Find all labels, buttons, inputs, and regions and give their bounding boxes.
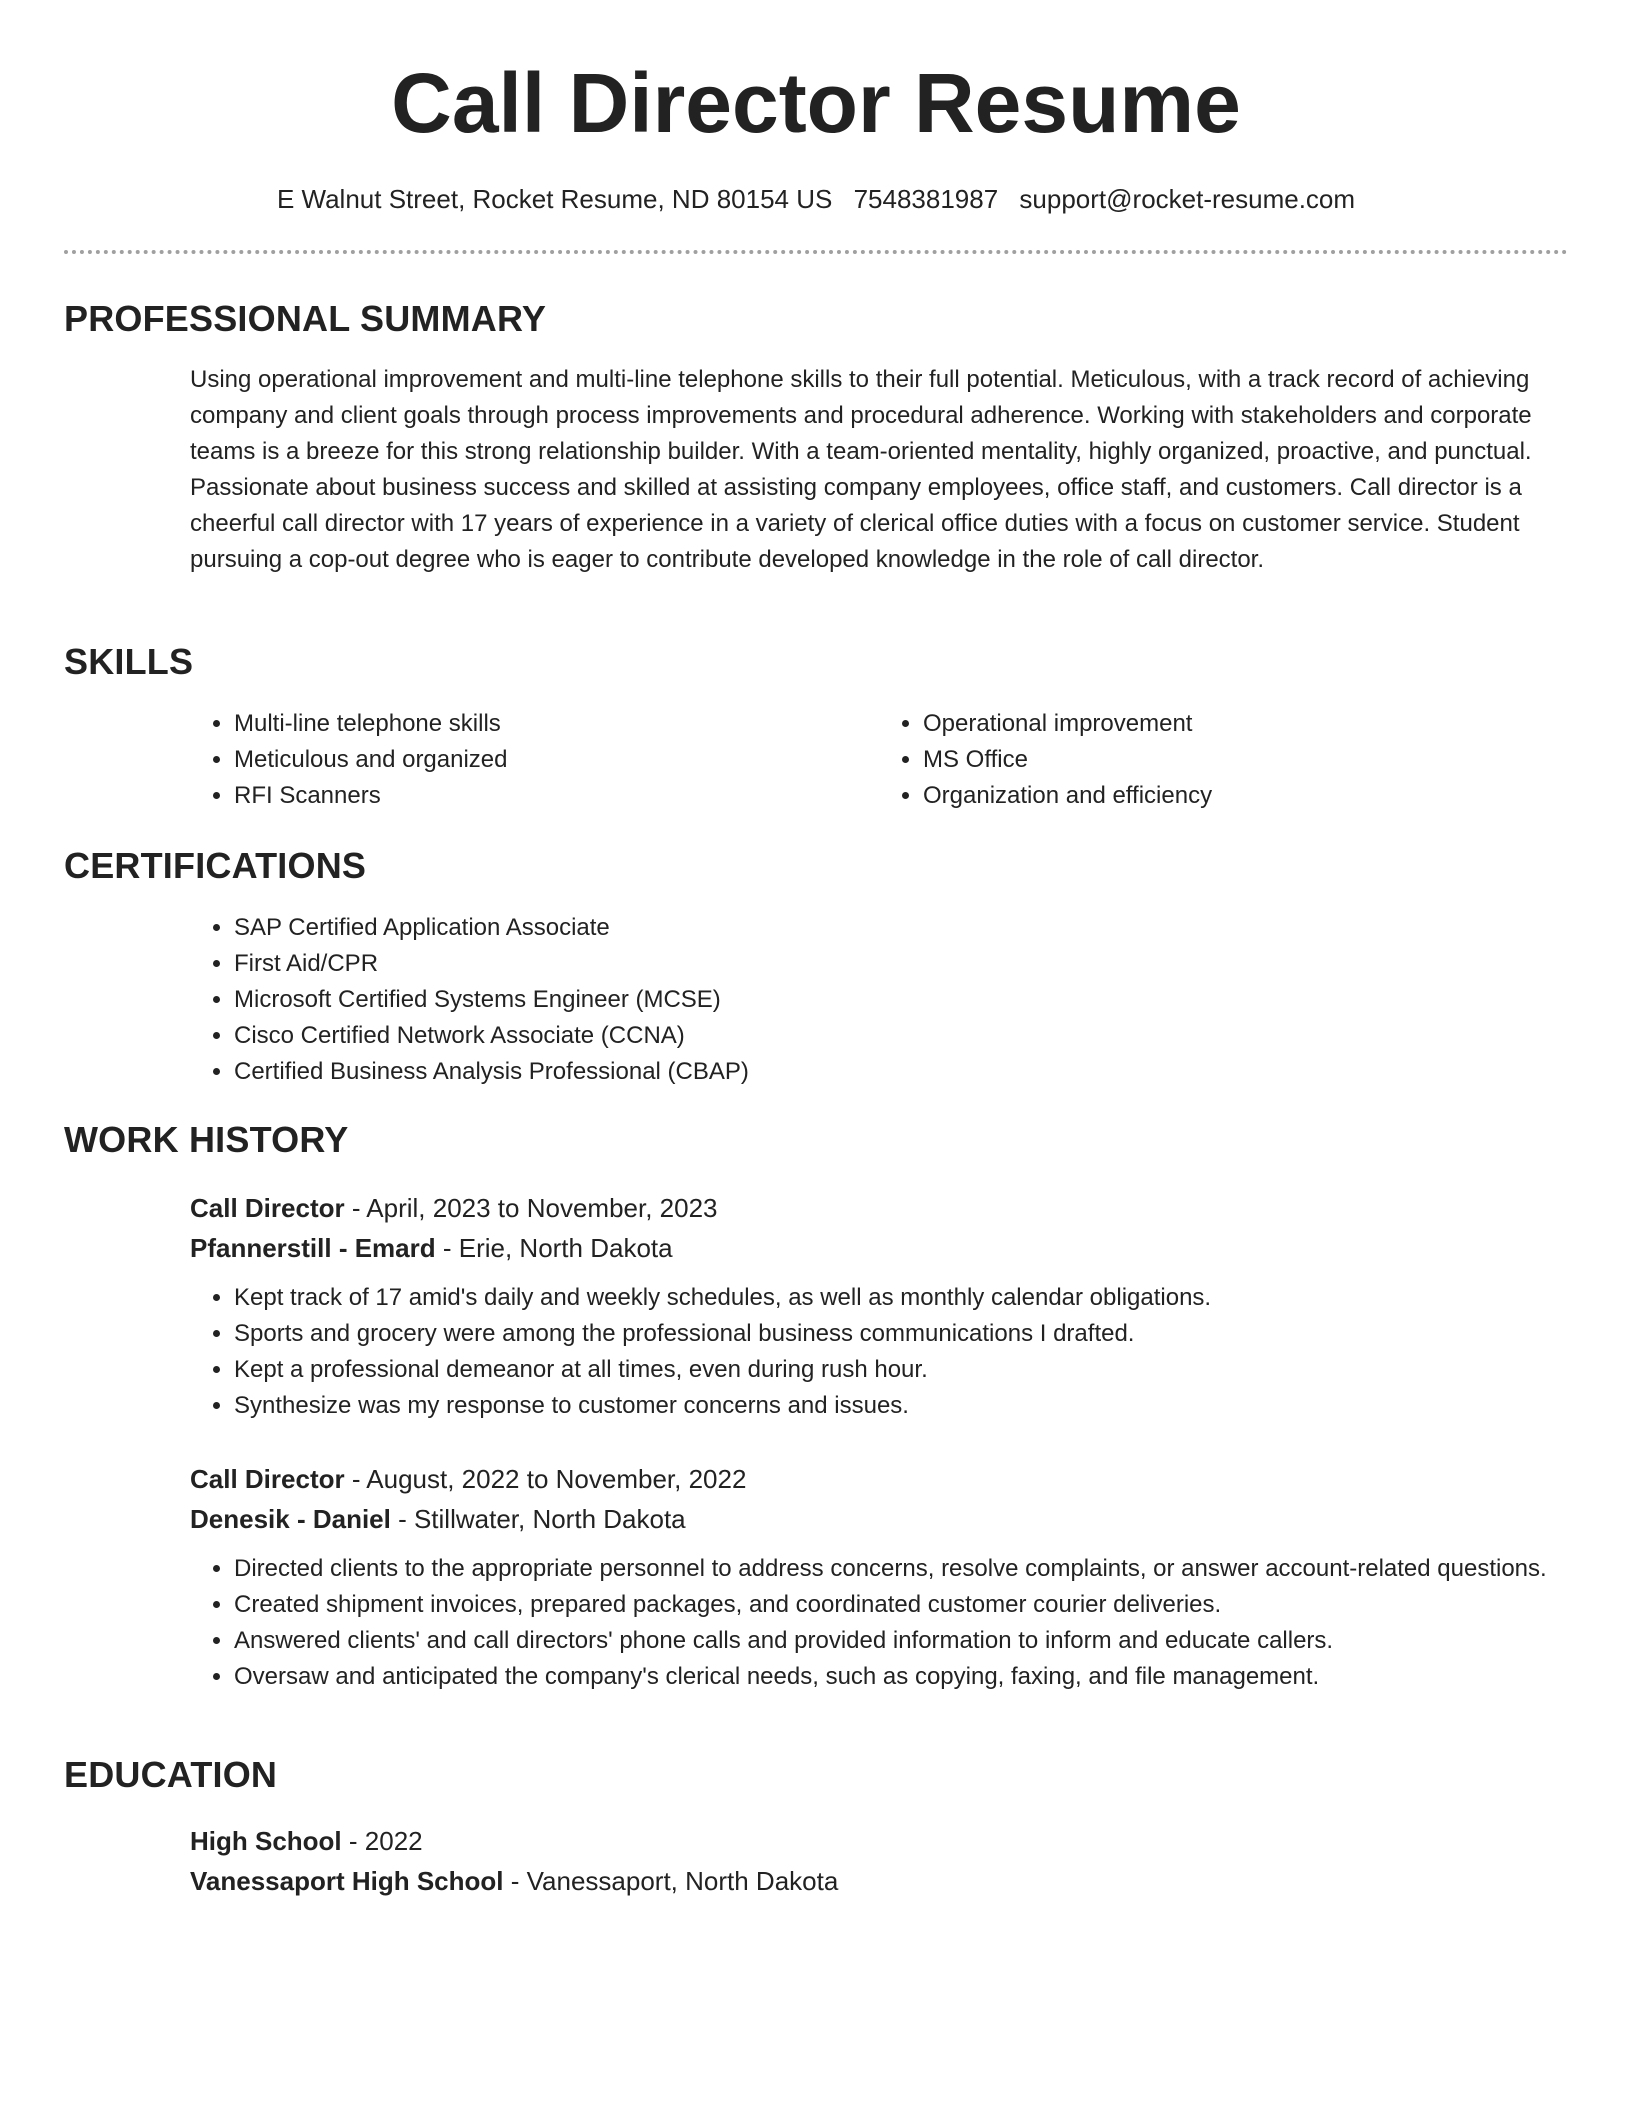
job-location: - Stillwater, North Dakota [390,1504,686,1534]
job-entry [190,1188,1568,1424]
skills-column-left [190,706,879,814]
contact-address: E Walnut Street, Rocket Resume, ND 80154 US [276,184,833,214]
job-title: Call Director [190,1193,345,1223]
certifications-list [190,910,1568,1090]
job-title-line [190,1459,1568,1499]
skills-heading: SKILLS [64,641,194,682]
job-duty: • Kept track of 17 amid's daily and weekly schedules, as well as monthly calendar obligations. [234,1280,1568,1316]
job-dates: - April, 2023 to November, 2023 [344,1193,718,1223]
skill-item: • Operational improvement [923,706,1568,742]
certification-item: • Cisco Certified Network Associate (CCNA) [234,1018,1568,1054]
certification-item: • Microsoft Certified Systems Engineer (MCSE) [234,982,1568,1018]
certifications-block [190,910,1568,1090]
education-school: Vanessaport High School [190,1866,504,1896]
job-title-line [190,1188,1568,1228]
job-employer: Denesik - Daniel [190,1504,391,1534]
job-employer-line [190,1228,1568,1268]
header-divider [64,250,1568,254]
education-school-line [190,1861,1568,1901]
skill-item: • Organization and efficiency [923,778,1568,814]
certification-item: • SAP Certified Application Associate [234,910,1568,946]
job-duty: • Oversaw and anticipated the company's clerical needs, such as copying, faxing, and file management. [234,1659,1568,1695]
certifications-heading: CERTIFICATIONS [64,845,367,886]
job-employer-line [190,1499,1568,1539]
job-duty: • Synthesize was my response to customer concerns and issues. [234,1388,1568,1424]
job-entry [190,1459,1568,1695]
job-title: Call Director [190,1464,345,1494]
job-dates: - August, 2022 to November, 2022 [344,1464,747,1494]
education-entry [190,1821,1568,1901]
job-duty: • Created shipment invoices, prepared packages, and coordinated customer courier deliveries. [234,1587,1568,1623]
education-degree-line [190,1821,1568,1861]
skills-list [190,706,1568,814]
certification-item: • Certified Business Analysis Professional (CBAP) [234,1054,1568,1090]
education-year: - 2022 [341,1826,423,1856]
certification-item: • First Aid/CPR [234,946,1568,982]
work-history-heading: WORK HISTORY [64,1119,349,1160]
job-duty: • Directed clients to the appropriate personnel to address concerns, resolve complaints, or answer account-related questions. [234,1551,1568,1587]
contact-phone: 7548381987 [853,184,999,214]
contact-email: support@rocket-resume.com [1019,184,1356,214]
job-employer: Pfannerstill - Emard [190,1233,436,1263]
skill-item: • MS Office [923,742,1568,778]
education-degree: High School [190,1826,342,1856]
resume-title: Call Director Resume [391,56,1241,150]
summary-heading: PROFESSIONAL SUMMARY [64,298,547,339]
contact-line [64,183,1568,215]
job-duties [190,1280,1568,1424]
job-duty: • Sports and grocery were among the professional business communications I drafted. [234,1316,1568,1352]
summary-text: Using operational improvement and multi-line telephone skills to their full potential. Meticulous, with a track record of achieving company and client goals through process improvements and procedural adherence. Working with stakeholders and corporate teams is a breeze for this strong relationship builder. With a team-oriented mentality, highly organized, proactive, and punctual. Passionate about business success and skilled at assisting company employees, office staff, and customers. Call director is a cheerful call director with 17 years of experience in a variety of clerical office duties with a focus on customer service. Student pursuing a cop-out degree who is eager to contribute developed knowledge in the role of call director. [190,366,1532,573]
job-duties [190,1551,1568,1695]
summary-block [190,362,1568,578]
skill-item: • Multi-line telephone skills [234,706,879,742]
education-heading: EDUCATION [64,1754,278,1795]
job-location: - Erie, North Dakota [435,1233,673,1263]
skill-item: • RFI Scanners [234,778,879,814]
job-duty: • Kept a professional demeanor at all times, even during rush hour. [234,1352,1568,1388]
skill-item: • Meticulous and organized [234,742,879,778]
education-location: - Vanessaport, North Dakota [503,1866,839,1896]
skills-column-right [879,706,1568,814]
job-duty: • Answered clients' and call directors' phone calls and provided information to inform and educate callers. [234,1623,1568,1659]
